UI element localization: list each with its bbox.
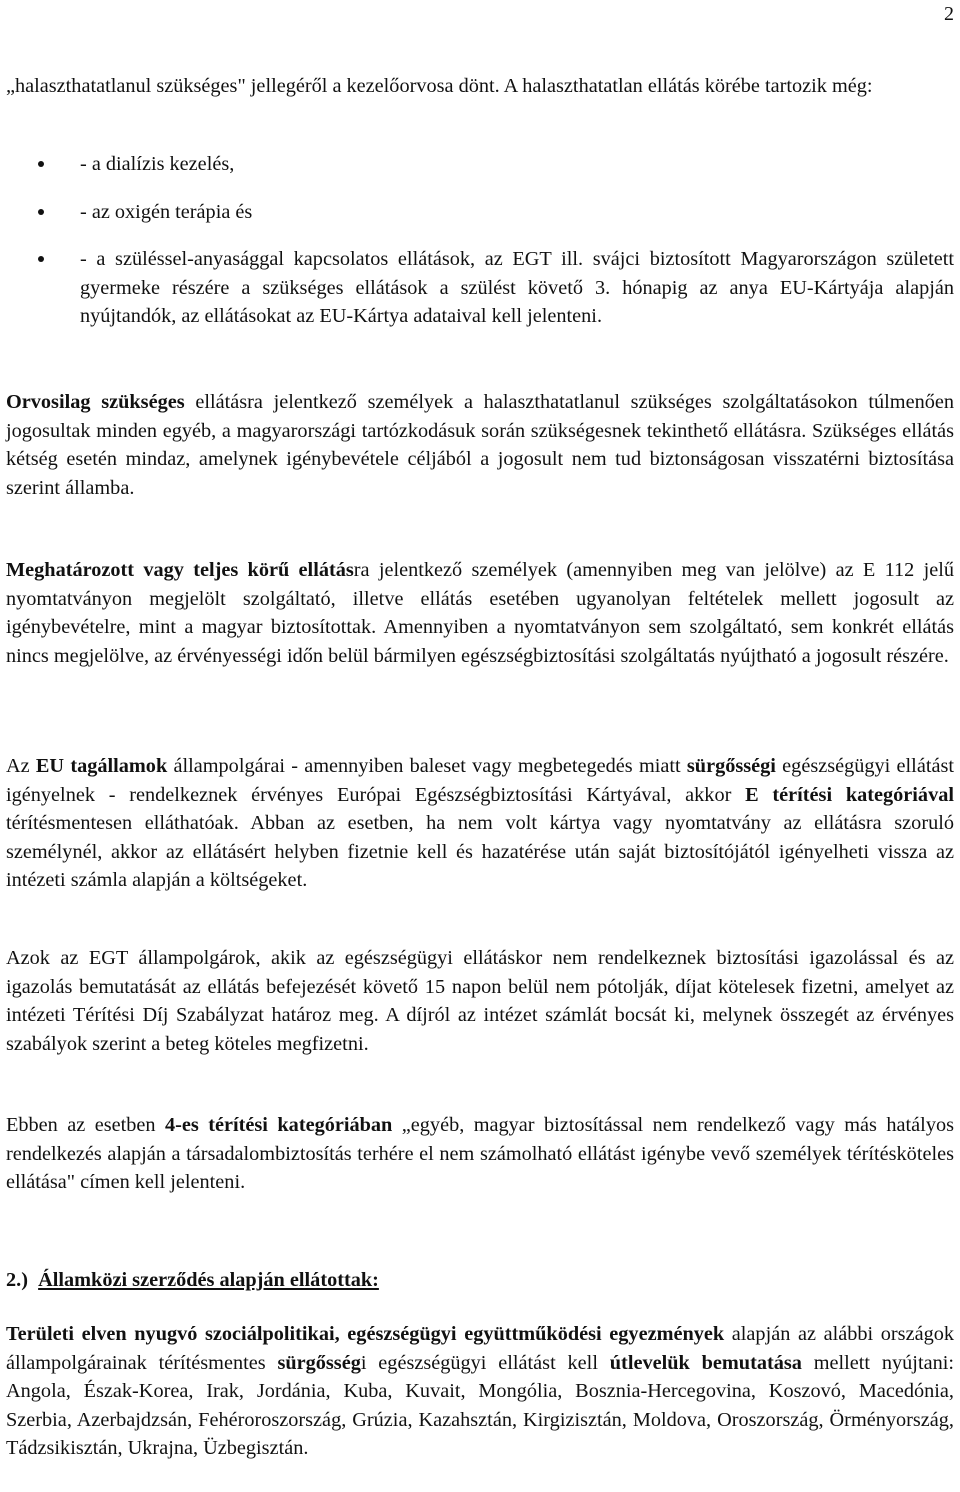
paragraph-text: mellett nyújtani: Angola, Észak-Korea, Irak, Jordánia, Kuba, Kuvait, Mongólia, Bosznia-Hercegovina, Koszovó, Macedónia, Szerbia, Azerbajdzsán, Fehéroroszország, Grúzia, Kazahsztán, Kirgizisztán, Moldova, Oroszország, Örményország, Tádzsikisztán, Ukrajna, Üzbegisztán. [6, 1351, 954, 1460]
page-number: 2 [944, 3, 954, 25]
eu-paragraph [6, 752, 954, 895]
orvosilag-paragraph [6, 388, 954, 502]
bold-term: Meghatározott vagy teljes körű ellátás [6, 559, 354, 581]
list-item: - a dialízis kezelés, [0, 150, 954, 179]
ebben-paragraph [6, 1111, 954, 1197]
paragraph-text: alapján az alábbi országok állampolgárainak térítésmentes [6, 1323, 954, 1374]
bold-term: Területi elven nyugvó szociálpolitikai, egészségügyi együttműködési egyezmények [6, 1323, 725, 1345]
paragraph-text: ra jelentkező személyek (amennyiben meg van jelölve) az E 112 jelű nyomtatványon megjelölt szolgáltató, illetve ellátás esetében ugyanolyan feltételek mellett jogosult az igénybevételre, mint a magyar biztosítottak. Amennyiben a nyomtatványon sem szolgáltató, sem konkrét ellátás nincs megjelölve, az érvényességi időn belül bármilyen egészségbiztosítási szolgáltatás nyújtható a jogosult részére. [6, 559, 955, 667]
bullet-list [0, 150, 954, 350]
bold-term: útlevelük bemutatása [609, 1351, 802, 1374]
section-title: Államközi szerződés alapján ellátottak: [38, 1269, 379, 1291]
section-heading [6, 1266, 954, 1295]
paragraph-text: térítésmentesen elláthatóak. Abban az esetben, ha nem volt kártya vagy nyomtatvány az ellátásra szoruló személynél, akkor az ellátásért helyben fizetnie kell és hazatérése után saját biztosítójától igényelheti vissza az intézeti számla alapján a költségeket. [6, 812, 954, 892]
list-item: - az oxigén terápia és [0, 198, 954, 227]
bold-term: Orvosilag szükséges [6, 391, 185, 413]
egt-paragraph: Azok az EGT állampolgárok, akik az egészségügyi ellátáskor nem rendelkeznek biztosítási igazolással és az igazolás bemutatását az ellátás befejezését követő 15 napon belül nem pótolják, díjat kötelesek fizetni, amelyet az intézeti Térítési Díj Szabályzat határoz meg. A díjról az intézet számlát bocsát ki, melynek összegét az érvényes szabályok szerint a beteg köteles megfizetni. [6, 947, 954, 1055]
paragraph-text: i egészségügyi ellátást kell [360, 1351, 610, 1374]
meghatarozott-paragraph [6, 556, 954, 670]
teruleti-paragraph [6, 1320, 954, 1463]
section-number: 2.) [6, 1269, 28, 1291]
bold-term: sürgősségi [686, 755, 776, 777]
list-item: - a szüléssel-anyasággal kapcsolatos ellátások, az EGT ill. svájci biztosított Magyarországon született gyermeke részére a szükséges ellátások a szülést követő 3. hónapig az anya EU-Kártyája alapján nyújtandók, az ellátásokat az EU-Kártya adataival kell jelenteni. [0, 245, 954, 331]
paragraph-text: egészségügyi ellátást igényelnek - rendelkeznek érvényes Európai Egészségbiztosítási Kártyával, akkor [6, 755, 954, 806]
paragraph-text: Az [6, 755, 36, 777]
bold-term: EU tagállamok [35, 755, 168, 777]
bold-term: sürgősség [277, 1351, 361, 1374]
bold-term: 4-es térítési kategóriában [165, 1114, 393, 1136]
bold-term: E térítési kategóriával [745, 783, 954, 806]
paragraph-text: állampolgárai - amennyiben baleset vagy megbetegedés miatt [167, 755, 687, 777]
paragraph-text: Ebben az esetben [6, 1114, 166, 1136]
paragraph-text: ellátásra jelentkező személyek a halaszthatatlanul szükséges szolgáltatásokon túlmenően jogosultak minden egyéb, a magyarországi tartózkodásuk során szükségesnek tekinthető ellátásra. Szükséges ellátás kétség esetén mindaz, amelynek igénybevétele céljából a jogosult nem tud biztonságosan visszatérni biztosítása szerint államba. [6, 391, 954, 499]
intro-paragraph: „halaszthatatlanul szükséges" jellegéről a kezelőorvosa dönt. A halaszthatatlan ellátás körébe tartozik még: [6, 75, 873, 97]
paragraph-text: „egyéb, magyar biztosítással nem rendelkező vagy más hatályos rendelkezés alapján a társadalombiztosítás terhére el nem számolható ellátást igénybe vevő személyek térítésköteles ellátása" címen kell jelenteni. [6, 1114, 954, 1194]
